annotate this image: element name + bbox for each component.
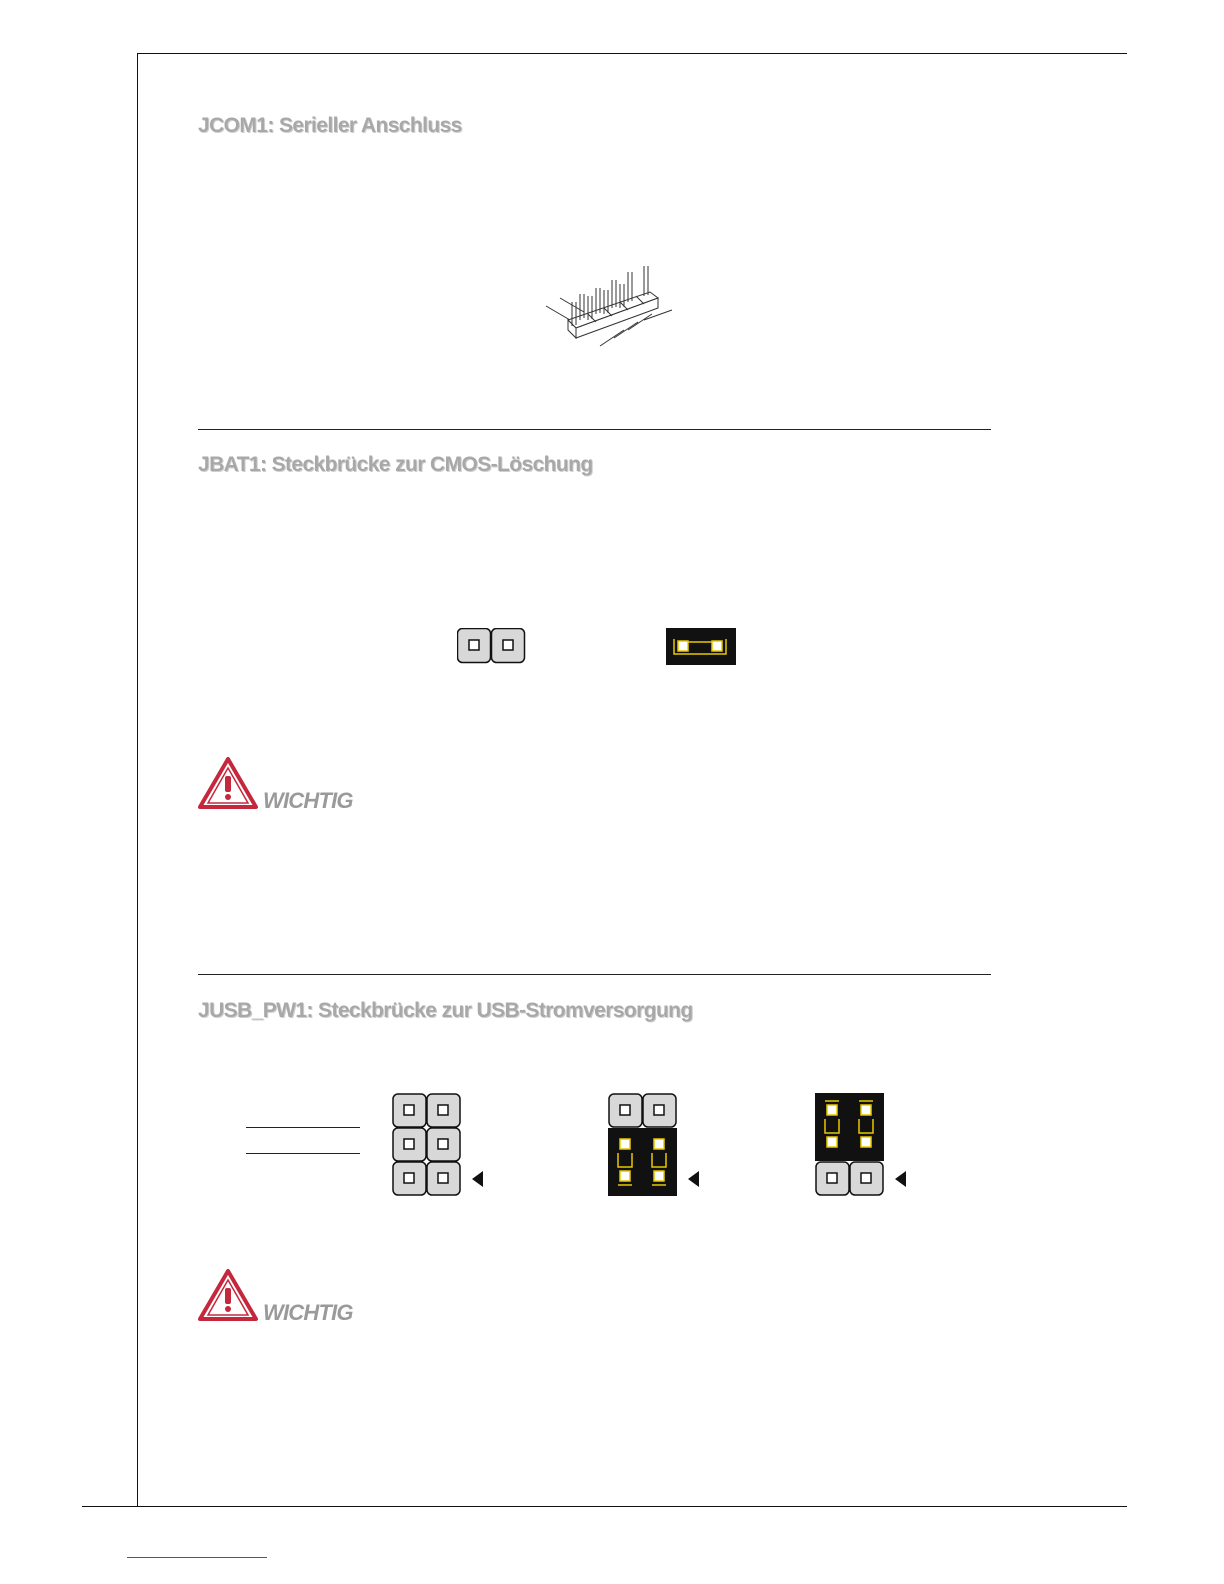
- important-label: WICHTIG: [263, 788, 353, 813]
- legend-line: [246, 1127, 360, 1128]
- page-frame-top: [137, 53, 1127, 54]
- important-label: WICHTIG: [263, 1300, 353, 1325]
- footer-link-underline: [127, 1557, 267, 1558]
- page-frame-left: [137, 53, 138, 1506]
- jusb-pw1-jumper-1-2: [815, 1093, 910, 1197]
- warning-triangle-icon: [197, 756, 259, 810]
- legend-line: [246, 1153, 360, 1154]
- page-frame-bottom: [82, 1506, 1127, 1507]
- jbat1-clear-data-jumper: [666, 628, 736, 666]
- important-note-1: [197, 756, 353, 815]
- serial-connector-diagram: [540, 258, 680, 354]
- section-divider: [198, 974, 991, 975]
- jusb-pw1-heading: JUSB_PW1: Steckbrücke zur USB-Stromversorgung: [198, 999, 693, 1022]
- jusb-pw1-jumper-open: [392, 1093, 487, 1197]
- jbat1-keep-data-jumper: [457, 628, 527, 664]
- jusb-pw1-jumper-2-3: [608, 1093, 703, 1197]
- warning-triangle-icon: [197, 1268, 259, 1322]
- jbat1-heading: JBAT1: Steckbrücke zur CMOS-Löschung: [198, 453, 593, 476]
- section-divider: [198, 429, 991, 430]
- important-note-2: [197, 1268, 353, 1327]
- jcom1-heading: JCOM1: Serieller Anschluss: [198, 114, 462, 137]
